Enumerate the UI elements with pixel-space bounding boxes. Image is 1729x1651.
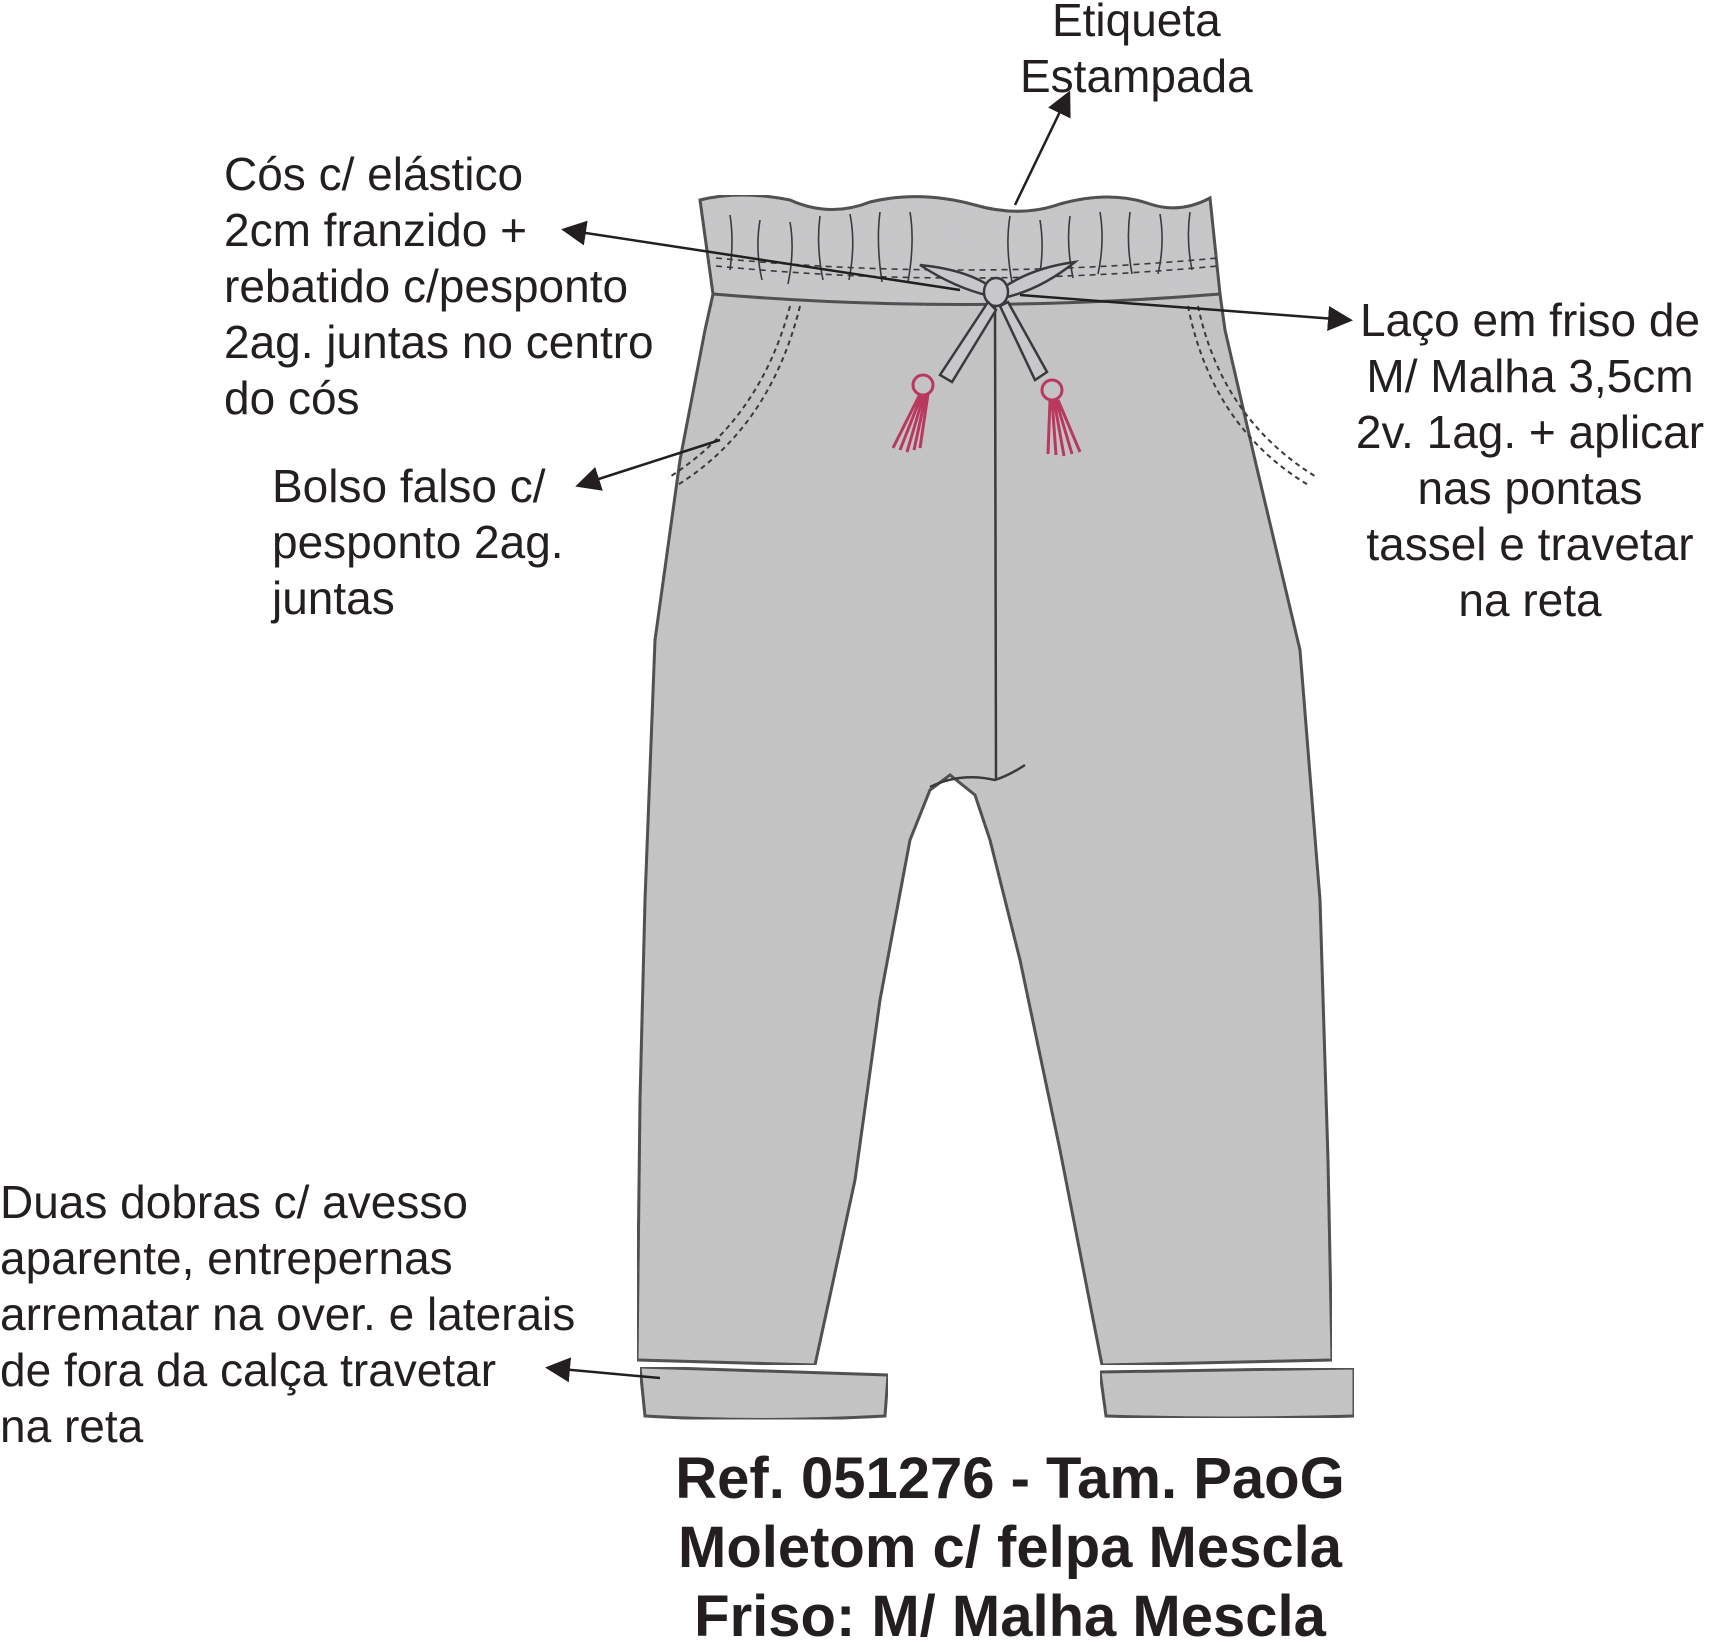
callout-line: 2cm franzido + — [224, 204, 527, 256]
callout-line: de fora da calça travetar — [0, 1344, 497, 1396]
pants-silhouette — [637, 294, 1332, 1365]
callout-line: 2ag. juntas no centro — [224, 316, 654, 368]
callout-line: na reta — [0, 1400, 144, 1452]
callout-line: Laço em friso de — [1359, 294, 1701, 346]
callout-line: nas pontas — [1417, 462, 1643, 514]
callout-line: arrematar na over. e laterais — [0, 1288, 576, 1340]
caption-ref: Ref. 051276 - Tam. PaoG — [675, 1446, 1345, 1511]
callout-line: Cós c/ elástico — [224, 148, 524, 200]
callout-line: tassel e travetar — [1366, 518, 1694, 570]
callout-line: aparente, entrepernas — [0, 1232, 453, 1284]
callout-line: do cós — [224, 372, 360, 424]
callout-etiqueta — [1020, 0, 1253, 104]
product-caption — [560, 1444, 1460, 1651]
callout-line: pesponto 2ag. — [272, 516, 564, 568]
callout-laco — [1340, 292, 1720, 628]
hem-cuff-left — [640, 1367, 888, 1420]
caption-fabric: Moletom c/ felpa Mescla — [678, 1515, 1342, 1580]
callout-line: Bolso falso c/ — [272, 460, 546, 512]
callout-line: rebatido c/pesponto — [224, 260, 629, 312]
pants-body — [637, 195, 1332, 1365]
hem-cuff-right — [1100, 1368, 1354, 1418]
center-front-seam — [995, 300, 996, 780]
arrow-etiqueta — [1015, 95, 1068, 205]
callout-line: na reta — [1458, 574, 1602, 626]
callout-line: Duas dobras c/ avesso — [0, 1176, 468, 1228]
callout-line: Etiqueta — [1051, 0, 1221, 46]
callout-barra — [0, 1174, 575, 1454]
waistband-ruffle — [700, 195, 1220, 305]
callout-cos — [224, 146, 654, 426]
callout-line: M/ Malha 3,5cm — [1366, 350, 1694, 402]
caption-trim: Friso: M/ Malha Mescla — [694, 1584, 1326, 1649]
callout-line: Estampada — [1020, 50, 1253, 102]
callout-bolso — [272, 458, 564, 626]
callout-line: 2v. 1ag. + aplicar — [1355, 406, 1705, 458]
callout-line: juntas — [272, 572, 395, 624]
